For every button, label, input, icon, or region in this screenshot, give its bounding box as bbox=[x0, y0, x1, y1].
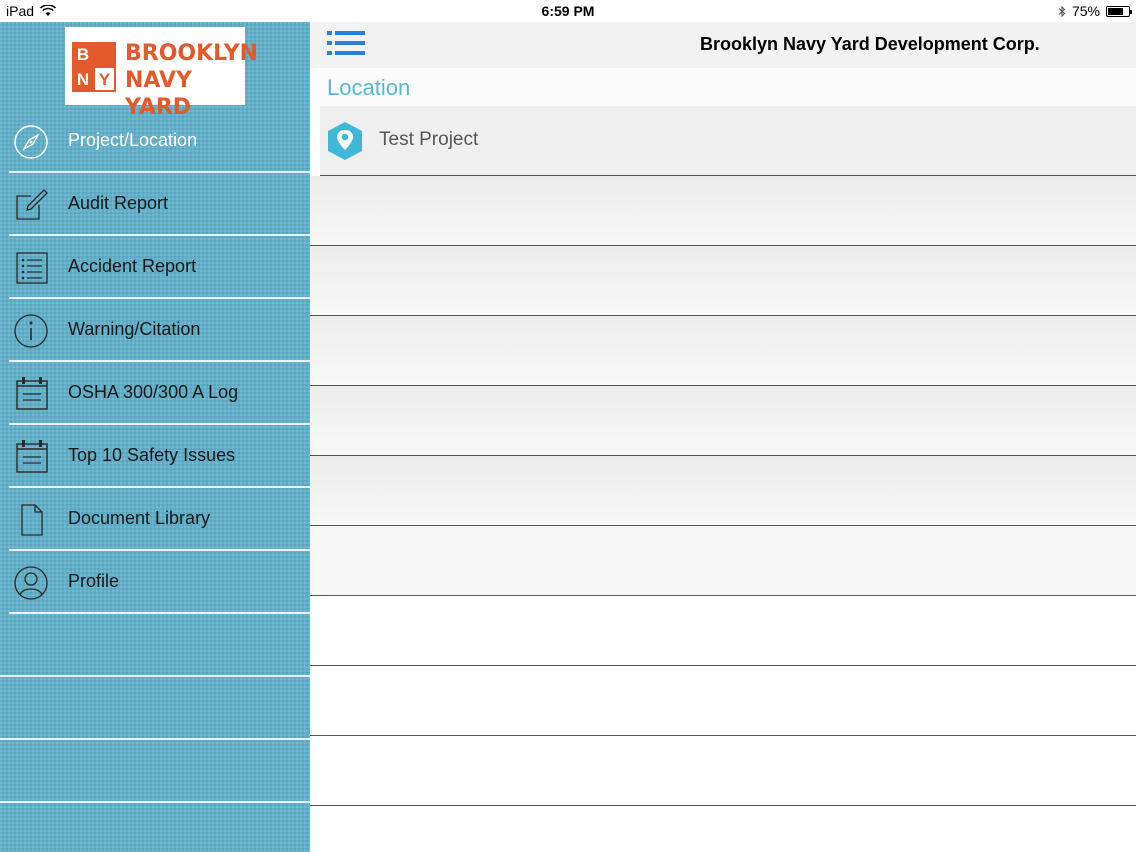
sidebar-empty-row bbox=[0, 614, 310, 677]
battery-percent: 75% bbox=[1071, 3, 1100, 19]
list-row bbox=[310, 736, 1136, 806]
status-bar bbox=[0, 0, 1136, 22]
sidebar-empty-row bbox=[0, 677, 310, 740]
sidebar-item-label: Document Library bbox=[68, 508, 211, 528]
sidebar-empty-row bbox=[0, 740, 310, 803]
hamburger-menu-icon[interactable] bbox=[327, 29, 365, 57]
list-row bbox=[310, 176, 1136, 246]
calendar-icon bbox=[13, 439, 49, 475]
logo-line1: BROOKLYN bbox=[125, 41, 259, 66]
main-panel bbox=[310, 22, 1136, 852]
sidebar-item-label: Accident Report bbox=[68, 256, 197, 276]
document-icon bbox=[13, 502, 49, 538]
section-title: Location bbox=[327, 75, 411, 100]
logo-letter-b: B bbox=[76, 45, 90, 64]
info-icon bbox=[13, 313, 49, 349]
battery-fill bbox=[1108, 8, 1123, 15]
logo-line2: NAVY YARD bbox=[125, 68, 192, 120]
logo-monogram bbox=[72, 42, 116, 92]
list-row bbox=[310, 386, 1136, 456]
list-row bbox=[310, 316, 1136, 386]
sidebar-item-label: Audit Report bbox=[68, 193, 169, 213]
status-right bbox=[1058, 3, 1130, 19]
location-pin-icon bbox=[324, 120, 366, 162]
sidebar-item-label: Warning/Citation bbox=[68, 319, 201, 339]
divider bbox=[0, 801, 310, 803]
logo-letter-n: N bbox=[76, 70, 90, 89]
sidebar-item-label: OSHA 300/300 A Log bbox=[68, 382, 239, 402]
project-row[interactable] bbox=[320, 106, 1136, 176]
list-icon bbox=[13, 250, 49, 286]
sidebar-item-top-10-safety-issues[interactable] bbox=[0, 425, 310, 488]
list-row bbox=[310, 526, 1136, 596]
list-row bbox=[310, 456, 1136, 526]
organization-title: Brooklyn Navy Yard Development Corp. bbox=[700, 34, 1040, 54]
device-name: iPad bbox=[6, 3, 35, 19]
sidebar-menu bbox=[0, 110, 310, 803]
battery-icon bbox=[1106, 6, 1130, 17]
list-row bbox=[310, 596, 1136, 666]
sidebar-item-osha-log[interactable] bbox=[0, 362, 310, 425]
logo-wordmark bbox=[125, 40, 258, 121]
sidebar-item-accident-report[interactable] bbox=[0, 236, 310, 299]
brooklyn-navy-yard-logo bbox=[65, 27, 259, 120]
edit-icon bbox=[13, 187, 49, 223]
logo-letter-y: Y bbox=[95, 68, 114, 90]
sidebar-item-profile[interactable] bbox=[0, 551, 310, 614]
user-icon bbox=[13, 565, 49, 601]
compass-icon bbox=[13, 124, 49, 160]
sidebar-item-label: Project/Location bbox=[68, 130, 198, 150]
sidebar-item-project-location[interactable] bbox=[0, 110, 310, 173]
sidebar bbox=[0, 22, 310, 852]
status-time: 6:59 PM bbox=[541, 3, 595, 19]
top-navigation-bar bbox=[310, 22, 1136, 68]
sidebar-item-label: Top 10 Safety Issues bbox=[68, 445, 236, 465]
bluetooth-icon bbox=[1058, 5, 1066, 18]
calendar-icon bbox=[13, 376, 49, 412]
section-header bbox=[310, 68, 1136, 106]
list-row bbox=[310, 246, 1136, 316]
sidebar-item-label: Profile bbox=[68, 571, 120, 591]
list-row bbox=[310, 666, 1136, 736]
sidebar-item-document-library[interactable] bbox=[0, 488, 310, 551]
project-name: Test Project bbox=[379, 129, 479, 150]
sidebar-item-warning-citation[interactable] bbox=[0, 299, 310, 362]
sidebar-item-audit-report[interactable] bbox=[0, 173, 310, 236]
